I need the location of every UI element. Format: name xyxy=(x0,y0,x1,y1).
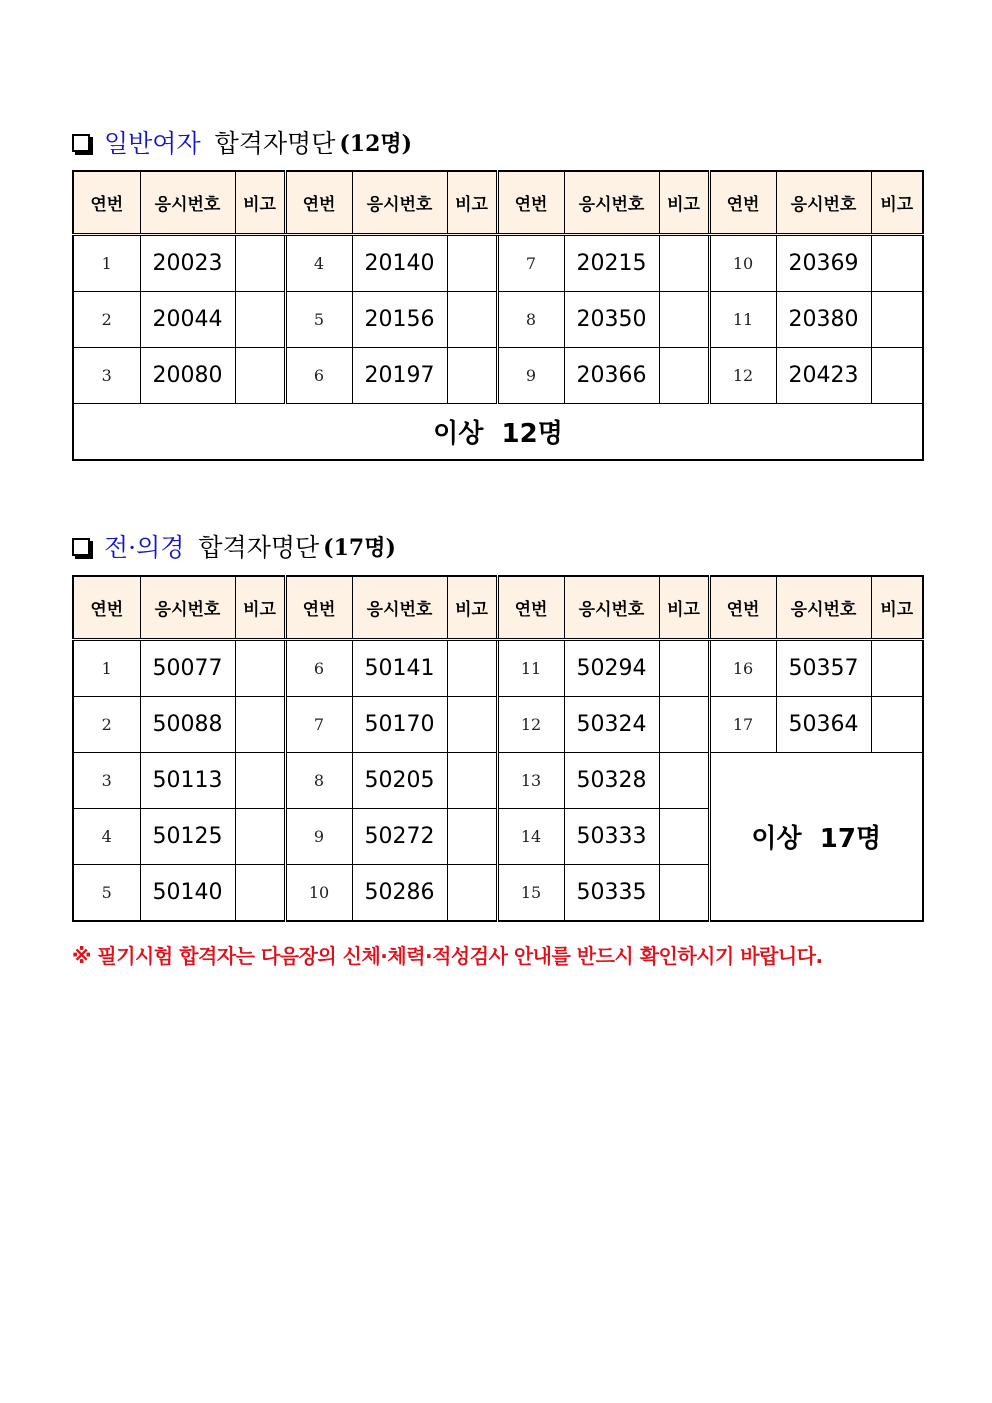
exam-number-cell: 50170 xyxy=(352,697,447,753)
seq-cell: 10 xyxy=(285,865,352,922)
exam-number-cell: 50140 xyxy=(140,865,235,922)
remarks-cell xyxy=(659,348,709,404)
exam-number-cell: 50357 xyxy=(776,640,871,697)
exam-number-cell: 20156 xyxy=(352,292,447,348)
table-row xyxy=(73,697,923,753)
exam-number-cell: 50364 xyxy=(776,697,871,753)
remarks-cell xyxy=(871,292,923,348)
seq-cell: 11 xyxy=(709,292,776,348)
remarks-cell xyxy=(871,235,923,292)
exam-number-cell: 50125 xyxy=(140,809,235,865)
seq-cell: 5 xyxy=(73,865,140,922)
remarks-cell xyxy=(659,865,709,922)
exam-number-cell: 20023 xyxy=(140,235,235,292)
exam-number-cell: 50113 xyxy=(140,753,235,809)
seq-cell: 7 xyxy=(497,235,564,292)
remarks-cell xyxy=(235,753,285,809)
checkbox-bullet-icon xyxy=(72,134,90,152)
seq-cell: 11 xyxy=(497,640,564,697)
remarks-cell xyxy=(871,640,923,697)
seq-cell: 9 xyxy=(285,809,352,865)
seq-cell: 12 xyxy=(497,697,564,753)
header-remarks: 비고 xyxy=(235,576,285,640)
exam-number-cell: 20369 xyxy=(776,235,871,292)
remarks-cell xyxy=(659,753,709,809)
section-count: (12명) xyxy=(339,130,413,157)
seq-cell: 2 xyxy=(73,292,140,348)
section-category: 전·의경 xyxy=(104,533,185,562)
seq-cell: 14 xyxy=(497,809,564,865)
seq-cell: 12 xyxy=(709,348,776,404)
remarks-cell xyxy=(447,865,497,922)
remarks-cell xyxy=(447,292,497,348)
seq-cell: 8 xyxy=(497,292,564,348)
table-row xyxy=(73,235,923,292)
seq-cell: 9 xyxy=(497,348,564,404)
exam-number-cell: 20423 xyxy=(776,348,871,404)
seq-cell: 2 xyxy=(73,697,140,753)
seq-cell: 5 xyxy=(285,292,352,348)
remarks-cell xyxy=(235,348,285,404)
header-seq: 연번 xyxy=(709,576,776,640)
remarks-cell xyxy=(659,697,709,753)
header-remarks: 비고 xyxy=(447,171,497,235)
header-row xyxy=(73,576,923,640)
remarks-cell xyxy=(235,809,285,865)
seq-cell: 17 xyxy=(709,697,776,753)
header-exam-number: 응시번호 xyxy=(564,171,659,235)
remarks-cell xyxy=(447,235,497,292)
seq-cell: 7 xyxy=(285,697,352,753)
header-remarks: 비고 xyxy=(871,576,923,640)
remarks-cell xyxy=(235,640,285,697)
header-seq: 연번 xyxy=(497,576,564,640)
exam-number-cell: 50328 xyxy=(564,753,659,809)
exam-number-cell: 50335 xyxy=(564,865,659,922)
section-count: (17명) xyxy=(323,534,396,561)
remarks-cell xyxy=(235,292,285,348)
header-exam-number: 응시번호 xyxy=(140,576,235,640)
remarks-cell xyxy=(447,753,497,809)
remarks-cell xyxy=(235,865,285,922)
exam-number-cell: 20140 xyxy=(352,235,447,292)
exam-number-cell: 20366 xyxy=(564,348,659,404)
seq-cell: 6 xyxy=(285,640,352,697)
roster-table-general-female xyxy=(72,170,924,461)
remarks-cell xyxy=(447,697,497,753)
remarks-cell xyxy=(447,809,497,865)
exam-number-cell: 20215 xyxy=(564,235,659,292)
checkbox-bullet-icon xyxy=(72,538,90,556)
header-seq: 연번 xyxy=(73,576,140,640)
table-row xyxy=(73,753,923,809)
seq-cell: 6 xyxy=(285,348,352,404)
seq-cell: 4 xyxy=(73,809,140,865)
header-remarks: 비고 xyxy=(871,171,923,235)
table-row xyxy=(73,640,923,697)
header-remarks: 비고 xyxy=(659,171,709,235)
total-count: 이상 12명 xyxy=(73,404,923,461)
exam-number-cell: 20080 xyxy=(140,348,235,404)
notice-text: ※ 필기시험 합격자는 다음장의 신체·체력·적성검사 안내를 반드시 확인하시기 바랍니다. xyxy=(72,944,823,968)
remarks-cell xyxy=(659,292,709,348)
seq-cell: 3 xyxy=(73,753,140,809)
section-title-general-female xyxy=(72,124,412,160)
exam-number-cell: 50294 xyxy=(564,640,659,697)
header-exam-number: 응시번호 xyxy=(776,171,871,235)
remarks-cell xyxy=(659,640,709,697)
exam-number-cell: 20044 xyxy=(140,292,235,348)
header-exam-number: 응시번호 xyxy=(564,576,659,640)
exam-number-cell: 20197 xyxy=(352,348,447,404)
header-exam-number: 응시번호 xyxy=(776,576,871,640)
exam-number-cell: 20350 xyxy=(564,292,659,348)
header-seq: 연번 xyxy=(285,171,352,235)
exam-number-cell: 20380 xyxy=(776,292,871,348)
header-remarks: 비고 xyxy=(659,576,709,640)
exam-number-cell: 50077 xyxy=(140,640,235,697)
seq-cell: 8 xyxy=(285,753,352,809)
seq-cell: 1 xyxy=(73,235,140,292)
seq-cell: 13 xyxy=(497,753,564,809)
seq-cell: 3 xyxy=(73,348,140,404)
header-exam-number: 응시번호 xyxy=(140,171,235,235)
exam-number-cell: 50333 xyxy=(564,809,659,865)
seq-cell: 15 xyxy=(497,865,564,922)
header-remarks: 비고 xyxy=(235,171,285,235)
roster-table-conscripted-police xyxy=(72,575,924,922)
header-seq: 연번 xyxy=(285,576,352,640)
remarks-cell xyxy=(659,809,709,865)
table-row xyxy=(73,348,923,404)
exam-number-cell: 50324 xyxy=(564,697,659,753)
seq-cell: 10 xyxy=(709,235,776,292)
seq-cell: 4 xyxy=(285,235,352,292)
header-row xyxy=(73,171,923,235)
header-seq: 연번 xyxy=(73,171,140,235)
header-remarks: 비고 xyxy=(447,576,497,640)
remarks-cell xyxy=(235,235,285,292)
exam-number-cell: 50205 xyxy=(352,753,447,809)
header-exam-number: 응시번호 xyxy=(352,576,447,640)
header-exam-number: 응시번호 xyxy=(352,171,447,235)
table-row xyxy=(73,292,923,348)
header-seq: 연번 xyxy=(709,171,776,235)
section-title-conscripted-police xyxy=(72,528,396,564)
seq-cell: 1 xyxy=(73,640,140,697)
total-count: 이상 17명 xyxy=(709,753,923,922)
remarks-cell xyxy=(659,235,709,292)
exam-number-cell: 50141 xyxy=(352,640,447,697)
exam-number-cell: 50272 xyxy=(352,809,447,865)
exam-number-cell: 50088 xyxy=(140,697,235,753)
remarks-cell xyxy=(447,348,497,404)
seq-cell: 16 xyxy=(709,640,776,697)
total-row xyxy=(73,404,923,461)
section-label: 합격자명단 xyxy=(214,129,336,158)
header-seq: 연번 xyxy=(497,171,564,235)
remarks-cell xyxy=(871,348,923,404)
section-label: 합격자명단 xyxy=(198,533,320,562)
exam-number-cell: 50286 xyxy=(352,865,447,922)
section-category: 일반여자 xyxy=(104,129,201,158)
remarks-cell xyxy=(235,697,285,753)
remarks-cell xyxy=(447,640,497,697)
remarks-cell xyxy=(871,697,923,753)
